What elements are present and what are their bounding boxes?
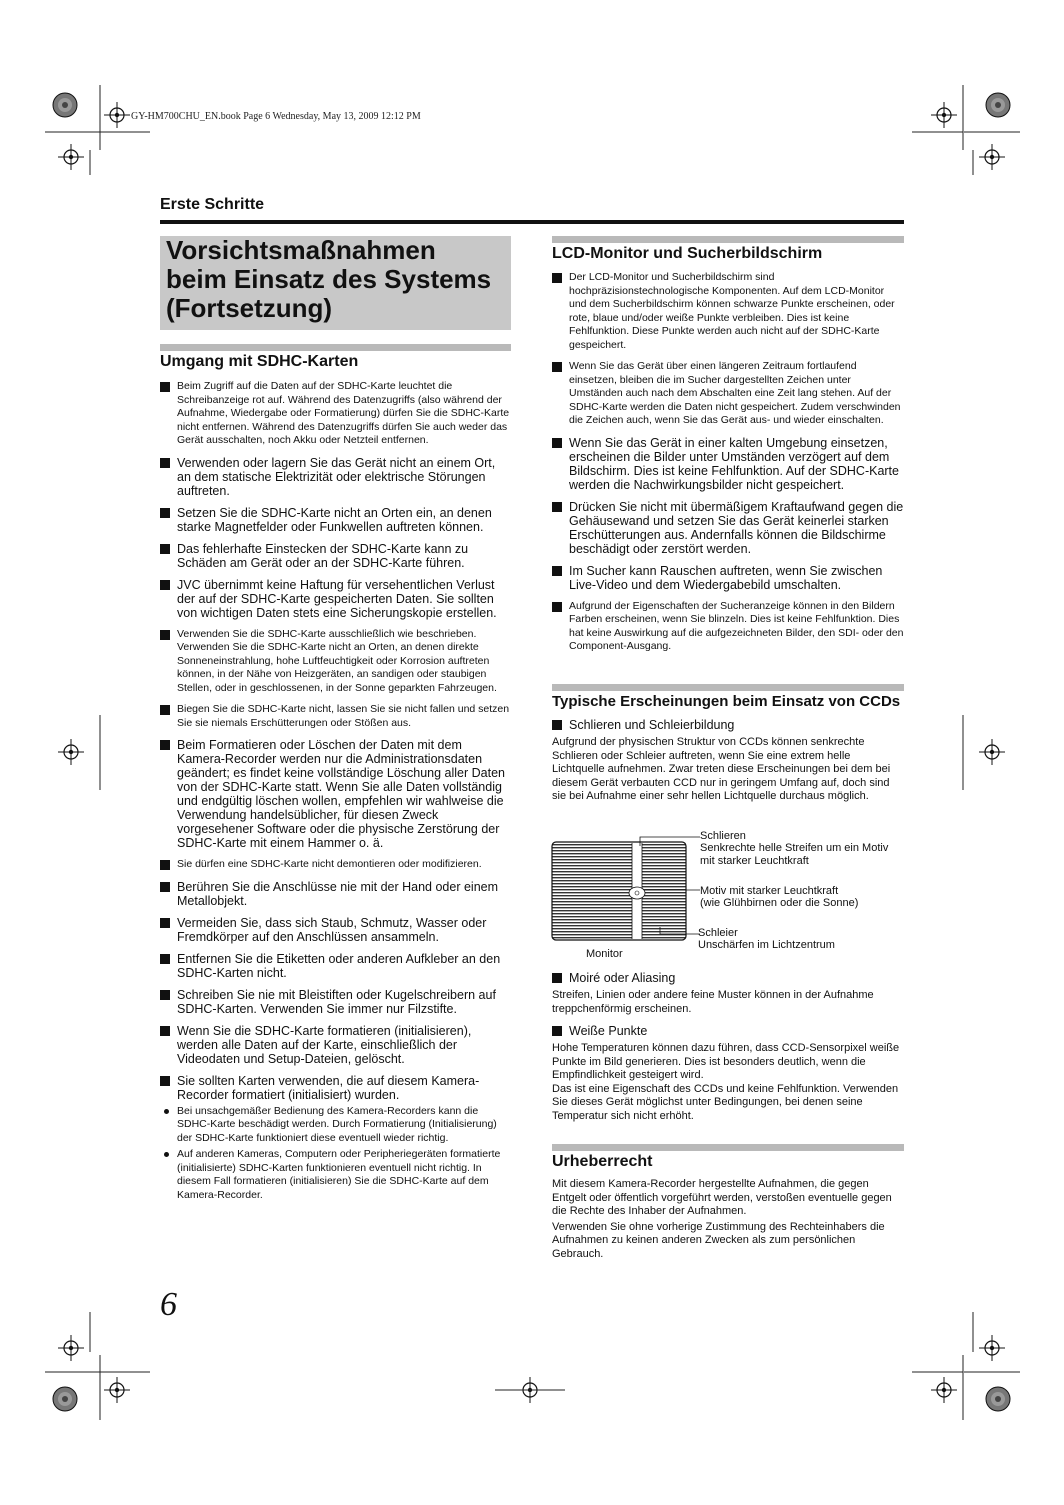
square-bullet-icon <box>160 382 170 392</box>
item-text: Verwenden oder lagern Sie das Gerät nicht an einem Ort, an dem statische Elektrizität oder elektrische Störungen auftreten. <box>177 455 496 498</box>
dot-bullet-icon <box>164 1109 169 1114</box>
square-bullet-icon <box>160 1076 170 1086</box>
list-item <box>160 988 512 1016</box>
moire-block <box>552 971 904 1016</box>
paragraph: Mit diesem Kamera-Recorder hergestellte Aufnahmen, die gegen Entgelt oder öffentlich vorgeführt werden, verstoßen eventuelle gegen die Rechte des Inhaber der Aufnahmen. <box>552 1178 892 1218</box>
copyright-heading: Urheberrecht <box>552 1153 653 1170</box>
copyright-block <box>552 1178 904 1262</box>
item-text: Sie sollten Karten verwenden, die auf diesem Kamera-Recorder formatiert (initialisiert) wurden. <box>177 1073 480 1102</box>
square-bullet-icon <box>552 973 562 983</box>
list-item <box>160 880 512 908</box>
list-item <box>160 703 512 730</box>
sub-bullet <box>160 1148 512 1202</box>
paragraph: Streifen, Linien oder andere feine Muster können in der Aufnahme treppchenförmig erscheinen. <box>552 989 874 1015</box>
section-bar <box>160 344 511 351</box>
item-text: Sie dürfen eine SDHC-Karte nicht demontieren oder modifizieren. <box>177 858 482 870</box>
list-item <box>160 1074 512 1102</box>
list-item <box>160 858 512 872</box>
item-text: Der LCD-Monitor und Sucherbildschirm sind hochpräzisionstechnologische Komponenten. Auf dem LCD-Monitor und dem Sucherbildschirm können schwarze Punkte erscheinen, oder rote, blaue und/oder weiße Punkte verbleiben. Dies ist keine Fehlfunktion. Diese Punkte werden auch nicht auf der SDHC-Karte gespeichert. <box>569 271 895 351</box>
page-title <box>160 236 511 323</box>
paragraph: Das ist eine Eigenschaft des CCDs und keine Fehlfunktion. Verwenden Sie dieses Gerät möglichst unter Bedingungen, bei denen seine Temperatur sich nicht erhöht. <box>552 1082 899 1122</box>
square-bullet-icon <box>160 990 170 1000</box>
section-bar <box>552 1144 904 1151</box>
square-bullet-icon <box>552 502 562 512</box>
square-bullet-icon <box>160 954 170 964</box>
list-item <box>160 952 512 980</box>
label-schleier-desc: Unschärfen im Lichtzentrum <box>698 939 835 951</box>
list-item <box>552 564 904 592</box>
section-bar <box>552 684 904 691</box>
bullet-text: Auf anderen Kameras, Computern oder Peripheriegeräten formatierte (initialisierte) SDHC-Karten funktionieren eventuell nicht richtig. In diesem Fall formatieren (initialisieren) Sie die SDHC-Karte auf dem Kamera-Recorder. <box>177 1148 501 1201</box>
list-item <box>160 506 512 534</box>
square-bullet-icon <box>552 602 562 612</box>
list-item <box>552 500 904 556</box>
label-schleier: Schleier <box>698 927 738 939</box>
list-item <box>160 380 512 448</box>
label-motiv-desc: (wie Glühbirnen oder die Sonne) <box>700 897 859 909</box>
item-text: Schreiben Sie nie mit Bleistiften oder Kugelschreibern auf SDHC-Karten. Verwenden Sie immer nur Filzstifte. <box>177 987 496 1016</box>
bullet-text: Bei unsachgemäßer Bedienung des Kamera-Recorders kann die SDHC-Karte beschädigt werden. Durch Formatierung (Initialisierung) der SDHC-Karte funktioniert diese eventuell wieder richtig. <box>177 1104 497 1144</box>
square-bullet-icon <box>160 882 170 892</box>
item-text: Berühren Sie die Anschlüsse nie mit der Hand oder einem Metallobjekt. <box>177 879 499 908</box>
item-text: Beim Zugriff auf die Daten auf der SDHC-Karte leuchtet die Schreibanzeige rot auf. Während des Datenzugriffs (also während der Aufnahme, Wiedergabe oder Formatierung) dürfen Sie die SDHC-Karte nicht entfernen. Während des Datenzugriffs dürfen Sie auch weder das Gerät ausschalten, noch Akku oder Netzteil entfernen. <box>177 380 510 446</box>
subheading-text: Moiré oder Aliasing <box>569 971 676 985</box>
item-text: JVC übernimmt keine Haftung für versehentlichen Verlust der auf der SDHC-Karte gespeicherten Daten. Sie sollten von wichtigen Daten stets eine Sicherungskopie erstellen. <box>177 577 497 620</box>
subheading-text: Schlieren und Schleierbildung <box>569 718 735 732</box>
label-schlieren-desc: Senkrechte helle Streifen um ein Motiv mit starker Leuchtkraft <box>700 842 889 867</box>
list-item <box>160 542 512 570</box>
list-item <box>552 600 904 654</box>
item-text: Setzen Sie die SDHC-Karte nicht an Orten ein, an denen starke Magnetfelder oder Funkwellen auftreten können. <box>177 505 492 534</box>
list-item <box>552 436 904 492</box>
square-bullet-icon <box>552 438 562 448</box>
item-text: Aufgrund der Eigenschaften der Sucheranzeige können in den Bildern Farben erscheinen, wenn Sie blinzeln. Dies ist keine Fehlfunktion. Dies hat keine Auswirkung auf die aufgezeichneten Bilder, den SDI- oder den Component-Ausgang. <box>569 599 904 652</box>
list-item <box>160 628 512 696</box>
list-item <box>160 738 512 850</box>
paragraph: Hohe Temperaturen können dazu führen, dass CCD-Sensorpixel weiße Punkte im Bild generieren. Dies ist besonders deutlich, wenn die Empfindlichkeit gesteigert wird. <box>552 1042 900 1082</box>
item-text: Drücken Sie nicht mit übermäßigem Kraftaufwand gegen die Gehäusewand und setzen Sie das Gerät keinerlei starken Erschütterungen aus. Andernfalls können die Bildschirme beschädigt oder zerstört werden. <box>569 499 904 556</box>
subheading <box>552 718 904 732</box>
square-bullet-icon <box>160 705 170 715</box>
item-text: Wenn Sie das Gerät über einen längeren Zeitraum fortlaufend einsetzen, bleiben die im Sucher dargestellten Zeichen unter Umständen auch nach dem Abschalten eine Zeit lang stehen. Auf der SDHC-Karte werden die Daten nicht gespeichert. Zudem verschwinden die Zeichen auch, wenn Sie das Gerät aus- und wieder einschalten. <box>569 360 901 426</box>
section-label: Erste Schritte <box>160 196 265 213</box>
list-item <box>160 916 512 944</box>
ccd-smear-block <box>552 718 904 804</box>
square-bullet-icon <box>552 1026 562 1036</box>
white-dots-block <box>552 1024 904 1124</box>
top-rule <box>160 220 904 224</box>
diagram-leader-lines <box>630 832 705 942</box>
item-text: Beim Formatieren oder Löschen der Daten mit dem Kamera-Recorder werden nur die Administrationsdaten geändert; es findet keine vollständige Löschung aller Daten von der SDHC-Karte statt. Wenn Sie alle Daten vollständig und endgültig löschen wollen, empfehlen wir wahlweise die Verwendung handelsüblicher, für diesen Zweck vorgesehener Software oder die physische Zerstörung der SDHC-Karte mit einem Hammer o. ä. <box>177 738 505 850</box>
ccd-heading: Typische Erscheinungen beim Einsatz von CCDs <box>552 693 901 710</box>
lcd-heading: LCD-Monitor und Sucherbildschirm <box>552 245 823 262</box>
list-item <box>552 360 904 428</box>
square-bullet-icon <box>160 458 170 468</box>
sdhc-heading: Umgang mit SDHC-Karten <box>160 353 359 370</box>
item-text: Das fehlerhafte Einstecken der SDHC-Karte kann zu Schäden am Gerät oder an der SDHC-Karte führen. <box>177 541 469 570</box>
square-bullet-icon <box>160 860 170 870</box>
item-text: Verwenden Sie die SDHC-Karte ausschließlich wie beschrieben. Verwenden Sie die SDHC-Karte nicht an Orten, an denen direkte Sonneneinstrahlung, hohe Luftfeuchtigkeit oder Korrosion auftreten können, in der Nähe von Heizgeräten, an sandigen oder staubigen Stellen, oder in geschlossenen, in der Sonne geparkten Fahrzeugen. <box>177 627 497 694</box>
paragraph: Aufgrund der physischen Struktur von CCDs können senkrechte Schlieren oder Schleier auftreten, wenn Sie eine extrem helle Lichtquelle aufnehmen. Zwar treten diese Erscheinungen bei dem bei diesem Gerät verbauten CCD nur in geringem Umfang auf, doch sind sie bei Aufnahme einer sehr hellen Lichtquelle durchaus möglich. <box>552 736 891 803</box>
item-text: Im Sucher kann Rauschen auftreten, wenn Sie zwischen Live-Video und dem Wiedergabebild umschalten. <box>569 563 883 592</box>
square-bullet-icon <box>552 720 562 730</box>
subheading <box>552 971 904 985</box>
page-number: 6 <box>160 1286 177 1323</box>
item-text: Entfernen Sie die Etiketten oder anderen Aufkleber an den SDHC-Karten nicht. <box>177 951 501 980</box>
item-text: Wenn Sie das Gerät in einer kalten Umgebung einsetzen, erscheinen die Bilder unter Umständen verzögert auf dem Bildschirm. Dies ist keine Fehlfunktion. Auf der SDHC-Karte werden die Nachwirkungsbilder nicht gespeichert. <box>569 435 899 492</box>
square-bullet-icon <box>160 630 170 640</box>
subheading-text: Weiße Punkte <box>569 1024 648 1038</box>
list-item <box>160 456 512 498</box>
item-text: Wenn Sie die SDHC-Karte formatieren (initialisieren), werden alle Daten auf der Karte, einschließlich der Videodaten und Setup-Dateien, gelöscht. <box>177 1023 472 1066</box>
sdhc-list <box>160 380 512 1205</box>
square-bullet-icon <box>160 1026 170 1036</box>
item-text: Biegen Sie die SDHC-Karte nicht, lassen Sie sie nicht fallen und setzen Sie sie niemals Erschütterungen oder Stößen aus. <box>177 703 510 729</box>
paragraph: Verwenden Sie ohne vorherige Zustimmung des Rechteinhabers die Aufnahmen zu keinen anderen Zwecken als zum persönlichen Gebrauch. <box>552 1220 885 1260</box>
square-bullet-icon <box>160 740 170 750</box>
title-line: beim Einsatz des Systems <box>166 264 492 294</box>
square-bullet-icon <box>552 362 562 372</box>
lcd-list <box>552 271 904 662</box>
list-item <box>160 578 512 620</box>
square-bullet-icon <box>552 566 562 576</box>
title-line: Vorsichtsmaßnahmen <box>166 235 436 265</box>
sub-bullet <box>160 1105 512 1146</box>
square-bullet-icon <box>160 544 170 554</box>
list-item <box>160 1024 512 1066</box>
title-box <box>160 236 511 330</box>
square-bullet-icon <box>552 273 562 283</box>
item-text: Vermeiden Sie, dass sich Staub, Schmutz, Wasser oder Fremdkörper auf den Anschlüssen ansammeln. <box>177 915 487 944</box>
dot-bullet-icon <box>164 1152 169 1157</box>
square-bullet-icon <box>160 580 170 590</box>
label-motiv: Motiv mit starker Leuchtkraft <box>700 885 839 897</box>
section-bar <box>552 236 904 243</box>
square-bullet-icon <box>160 918 170 928</box>
label-monitor: Monitor <box>586 948 623 960</box>
label-schlieren: Schlieren <box>700 830 746 842</box>
title-line: (Fortsetzung) <box>166 293 333 323</box>
book-info-line: GY-HM700CHU_EN.book Page 6 Wednesday, May 13, 2009 12:12 PM <box>131 111 421 122</box>
square-bullet-icon <box>160 508 170 518</box>
list-item <box>552 271 904 352</box>
subheading <box>552 1024 904 1038</box>
